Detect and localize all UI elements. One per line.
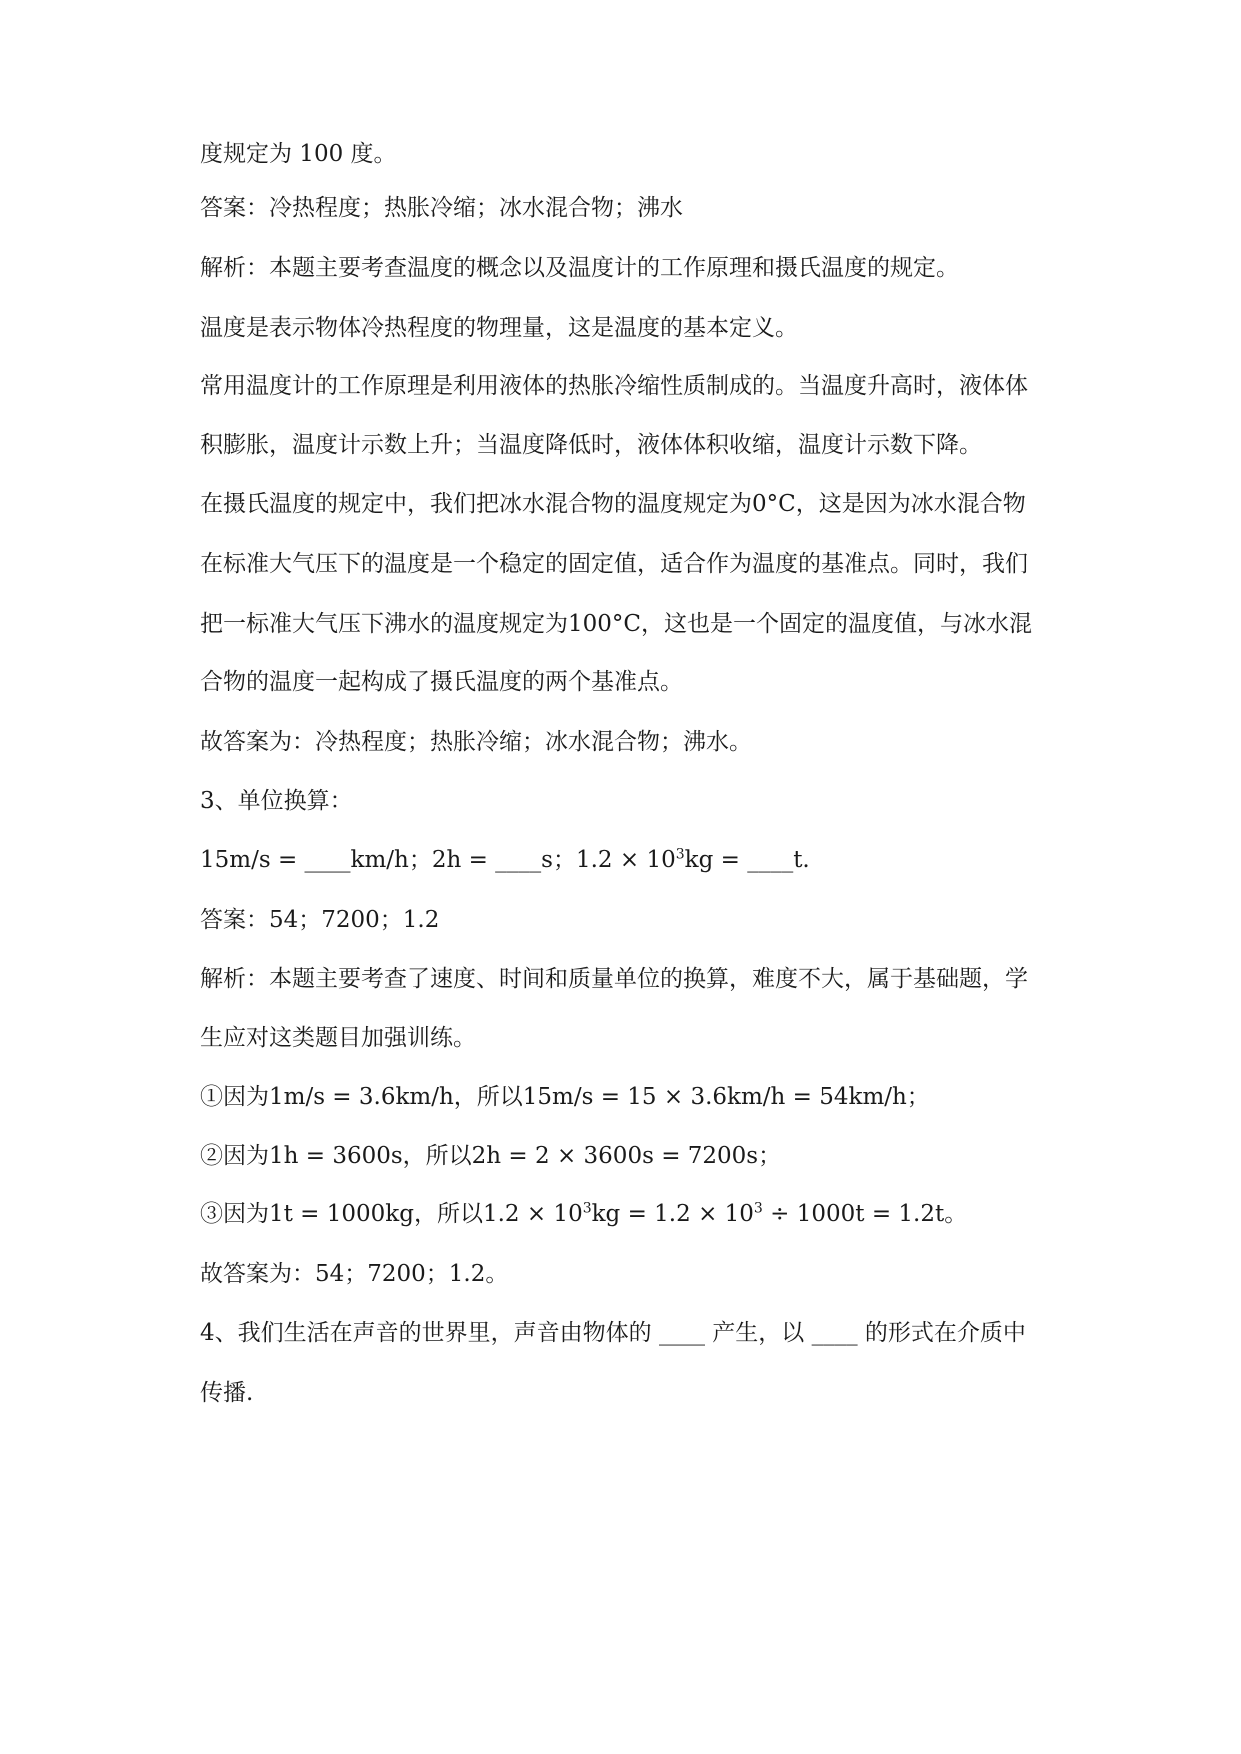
text-line: 度规定为 100 度。 <box>200 141 397 167</box>
superscript: 3 <box>582 1200 592 1217</box>
step-line-3 <box>200 1199 1080 1229</box>
question-formula <box>200 845 1080 875</box>
question-line: 传播. <box>200 1380 254 1406</box>
text-line: 把一标准大气压下沸水的温度规定为100°C，这也是一个固定的温度值，与冰水混 <box>200 611 1032 637</box>
step-line-2: ②因为1h = 3600s，所以2h = 2 × 3600s = 7200s； <box>200 1143 782 1169</box>
question-line: 4、我们生活在声音的世界里，声音由物体的 ____ 产生，以 ____ 的形式在介质中 <box>200 1320 1026 1346</box>
text-line: 在标准大气压下的温度是一个稳定的固定值，适合作为温度的基准点。同时，我们 <box>200 551 1028 577</box>
final-answer-line: 故答案为：54；7200；1.2。 <box>200 1261 509 1287</box>
text-line: 合物的温度一起构成了摄氏温度的两个基准点。 <box>200 669 683 695</box>
formula-part: ③因为1t = 1000kg，所以1.2 × 10 <box>200 1201 583 1227</box>
formula-part: ÷ 1000t = 1.2t。 <box>762 1201 968 1227</box>
superscript: 3 <box>675 846 685 863</box>
text-line: 常用温度计的工作原理是利用液体的热胀冷缩性质制成的。当温度升高时，液体体 <box>200 373 1028 399</box>
question-heading: 3、单位换算： <box>200 788 353 814</box>
text-line: 温度是表示物体冷热程度的物理量，这是温度的基本定义。 <box>200 315 798 341</box>
analysis-line: 解析：本题主要考查了速度、时间和质量单位的换算，难度不大，属于基础题，学 <box>200 966 1028 992</box>
answer-line: 答案：54；7200；1.2 <box>200 907 440 933</box>
text-line: 在摄氏温度的规定中，我们把冰水混合物的温度规定为0°C，这是因为冰水混合物 <box>200 491 1026 517</box>
formula-part: kg = 1.2 × 10 <box>591 1201 754 1227</box>
answer-line: 答案：冷热程度；热胀冷缩；冰水混合物；沸水 <box>200 195 683 221</box>
text-line: 积膨胀，温度计示数上升；当温度降低时，液体体积收缩，温度计示数下降。 <box>200 432 982 458</box>
formula-part: kg = ____t. <box>684 847 810 873</box>
superscript: 3 <box>753 1200 763 1217</box>
text-line: 生应对这类题目加强训练。 <box>200 1025 476 1051</box>
final-answer-line: 故答案为：冷热程度；热胀冷缩；冰水混合物；沸水。 <box>200 729 752 755</box>
formula-part: 15m/s = ____km/h；2h = ____s；1.2 × 10 <box>200 847 676 873</box>
step-line-1: ①因为1m/s = 3.6km/h，所以15m/s = 15 × 3.6km/h = 54km/h； <box>200 1084 930 1110</box>
analysis-line: 解析：本题主要考查温度的概念以及温度计的工作原理和摄氏温度的规定。 <box>200 255 959 281</box>
